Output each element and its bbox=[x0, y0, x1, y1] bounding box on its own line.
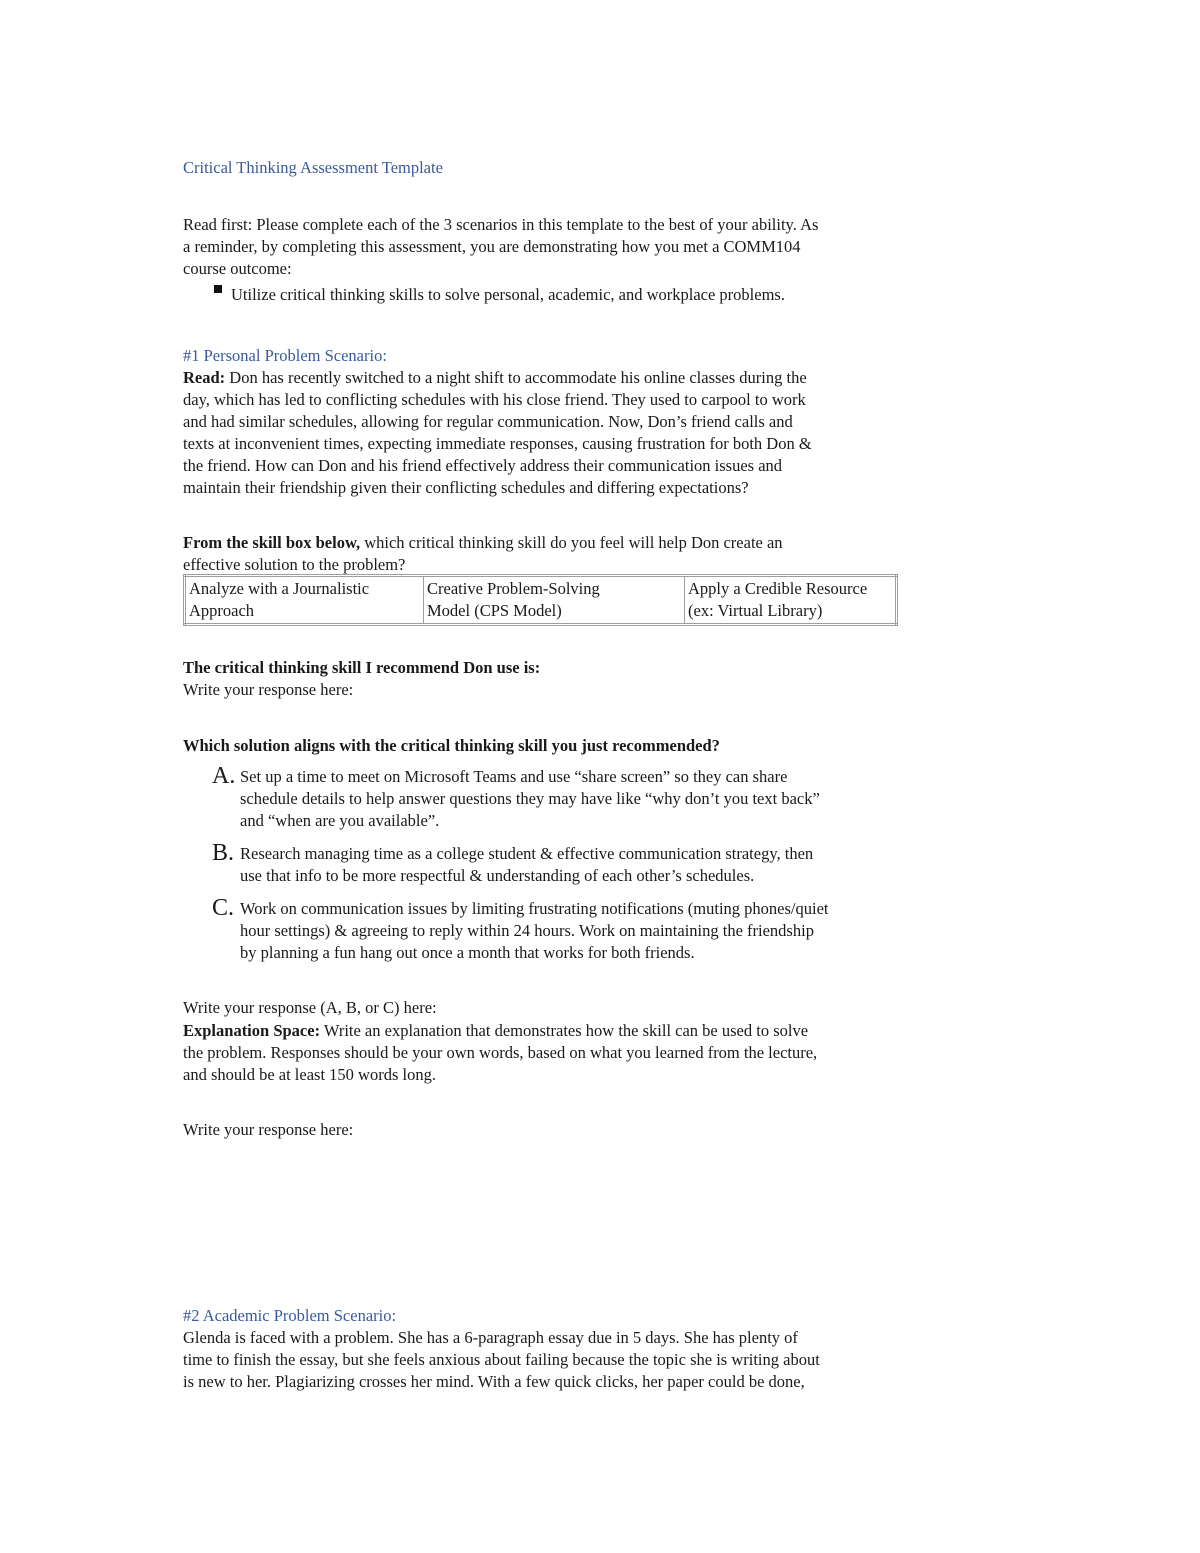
intro-paragraph bbox=[183, 214, 923, 280]
abc-response: Write your response (A, B, or C) here: bbox=[183, 998, 437, 1017]
solution-heading: Which solution aligns with the critical thinking skill you just recommended? bbox=[183, 736, 720, 755]
recommend-response: Write your response here: bbox=[183, 680, 354, 699]
read-label: Read: bbox=[183, 368, 226, 387]
option-letter: A. bbox=[212, 763, 236, 789]
skill-prompt: From the skill box below, which critical thinking skill do you feel will help Don create an effective solution to the problem? bbox=[183, 533, 783, 574]
explanation-paragraph: Explanation Space: Write an explanation that demonstrates how the skill can be used to solve the problem. Responses should be your own words, based on what you learned from the lecture, and should be at least 150 words long. bbox=[183, 1021, 818, 1084]
intro-label: Read first: bbox=[183, 215, 253, 234]
table-row bbox=[185, 576, 897, 625]
intro-line-1: Read first: Please complete each of the 3 scenarios in this template to the best of your ability. As bbox=[183, 215, 819, 234]
scenario1-heading: #1 Personal Problem Scenario: bbox=[183, 346, 387, 365]
scenario1-body: Read: Don has recently switched to a night shift to accommodate his online classes during the day, which has led to conflicting schedules with his close friend. They used to carpool to work and had similar schedules, allowing for regular communication. Now, Don’s friend calls and texts at inconvenient times, expecting immediate responses, causing frustration for both Don & the friend. How can Don and his friend effectively address their communication issues and maintain their friendship given their conflicting schedules and differing expectations? bbox=[183, 368, 812, 497]
option-letter: C. bbox=[212, 895, 235, 921]
option-letter: B. bbox=[212, 840, 235, 866]
explanation-response: Write your response here: bbox=[183, 1120, 354, 1139]
option-c: C. Work on communication issues by limiting frustrating notifications (muting phones/quiet hour settings) & agreeing to reply within 24 hours. Work on maintaining the friendship by planning a fun hang out once a month that works for both friends. bbox=[212, 895, 829, 962]
skill-cell-journalistic: Analyze with a Journalistic Approach bbox=[185, 576, 424, 625]
scenario2-body: Glenda is faced with a problem. She has a 6-paragraph essay due in 5 days. She has plenty of time to finish the essay, but she feels anxious about failing because the topic she is writing about is new to her. Plagiarizing crosses her mind. With a few quick clicks, her paper could be done, bbox=[183, 1328, 820, 1391]
option-a: A. Set up a time to meet on Microsoft Teams and use “share screen” so they can share schedule details to help answer questions they may have like “why don’t you text back” and “when are you available”. bbox=[212, 763, 820, 830]
skill-cell-resource: Apply a Credible Resource (ex: Virtual Library) bbox=[685, 576, 897, 625]
bullet-icon bbox=[214, 285, 222, 293]
scenario2-heading: #2 Academic Problem Scenario: bbox=[183, 1306, 397, 1325]
option-b: B. Research managing time as a college student & effective communication strategy, then use that info to be more respectful & understanding of each other’s schedules. bbox=[212, 840, 814, 885]
outcome-bullet: Utilize critical thinking skills to solve personal, academic, and workplace problems. bbox=[231, 285, 785, 304]
intro-line-3: course outcome: bbox=[183, 259, 292, 278]
skill-box-table bbox=[183, 574, 898, 626]
skill-cell-cps: Creative Problem-Solving Model (CPS Model) bbox=[424, 576, 685, 625]
intro-line-2: a reminder, by completing this assessment, you are demonstrating how you met a COMM104 bbox=[183, 237, 801, 256]
recommend-heading: The critical thinking skill I recommend Don use is: bbox=[183, 658, 541, 677]
document-title: Critical Thinking Assessment Template bbox=[183, 158, 443, 177]
